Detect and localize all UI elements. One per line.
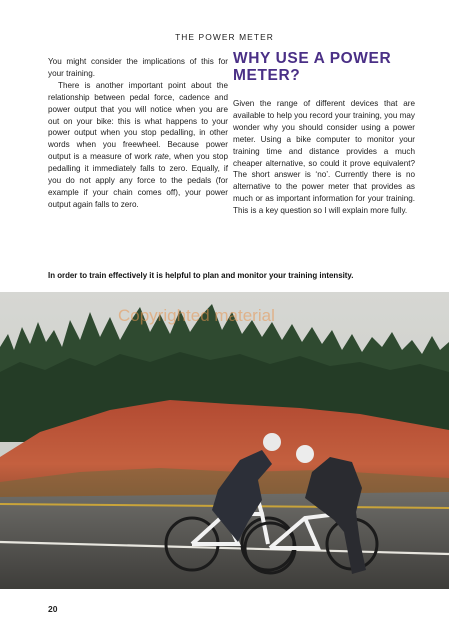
copyright-watermark: Copyrighted material <box>118 306 275 325</box>
left-paragraph-2-emphasis: rate <box>154 152 169 162</box>
left-column <box>48 56 228 211</box>
section-heading: WHY USE A POWER METER? <box>233 50 392 84</box>
left-paragraph-2 <box>48 80 228 211</box>
left-paragraph-2-part-b: , when you stop pedalling it immediately falls to zero. Equally, if you do not apply any force to the pedals (for example if your chain comes off), your power output again falls to zero. <box>48 152 228 209</box>
left-paragraph-1: You might consider the implications of this for your training. <box>48 57 228 78</box>
page-number: 20 <box>48 604 58 614</box>
running-head: THE POWER METER <box>175 32 274 42</box>
right-column <box>233 98 415 217</box>
left-paragraph-2-part-a: There is another important point about the relationship between pedal force, cadence and power output that you will notice when you are out on your bike: this is what happens to your power output when you stop pedalling, in other words when you freewheel. Because power output is a measure of work <box>48 80 228 162</box>
photo-caption: In order to train effectively it is helpful to plan and monitor your training intensity. <box>48 271 354 280</box>
cyclists-photo <box>0 292 449 589</box>
right-paragraph: Given the range of different devices that are available to help you record your training, you may wonder why you should consider using a power meter. Using a bike computer to monitor your training time and distance provides a much cheaper alternative, so could it prove equivalent? The short answer is ‘no’. Currently there is no alternative to the power meter that provides as much or as important information for your training. This is a key question so I will explain more fully. <box>233 99 415 216</box>
